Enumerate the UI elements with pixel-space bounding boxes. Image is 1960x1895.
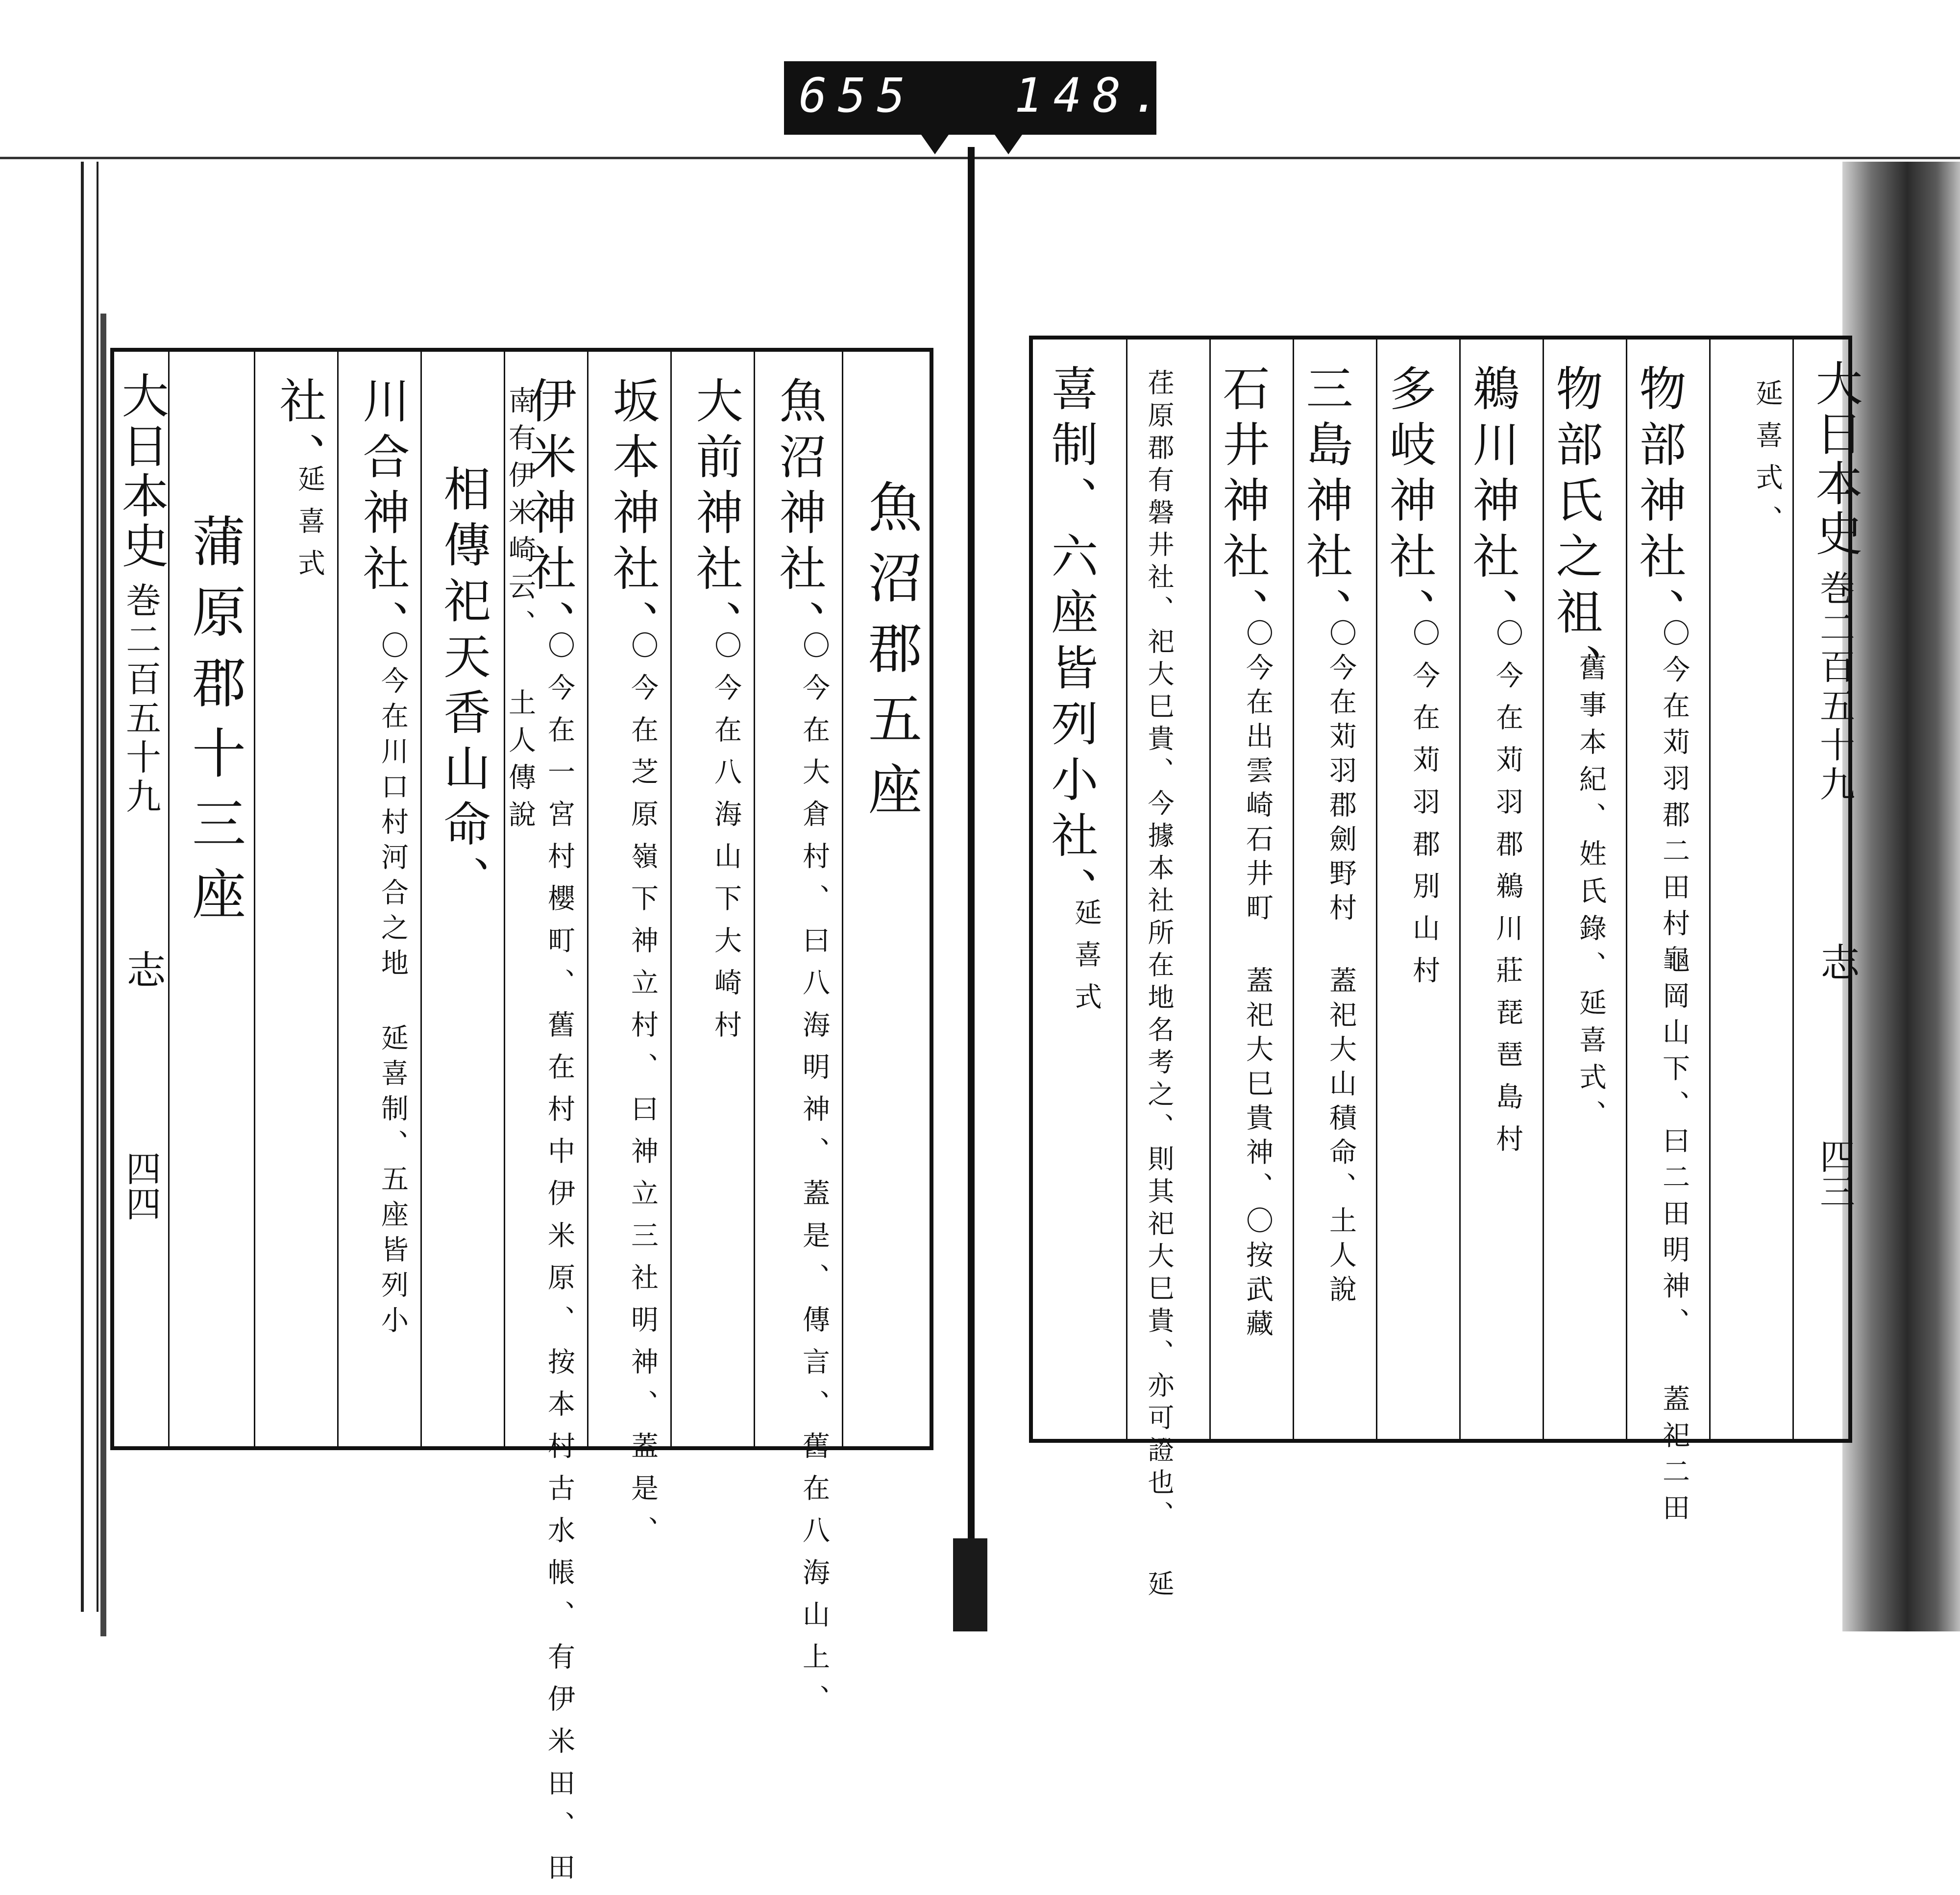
- col-note: 〇今在苅羽郡二田村龜岡山下、曰二田明神、 蓋祀二田: [1658, 619, 1690, 1530]
- left-page-edge-shadow: [100, 314, 106, 1636]
- col-note: 舊事本紀、姓氏錄、延喜式、: [1575, 653, 1607, 1137]
- col-main: 大前神社、: [688, 376, 743, 656]
- col-main: 石井神社、: [1215, 364, 1270, 643]
- col-note: 延喜式: [1070, 898, 1102, 1024]
- col-note: 〇今在苅羽郡鵜川莊琵琶島村: [1492, 619, 1523, 1166]
- col-main: 坂本神社、: [605, 376, 660, 656]
- right-page-frame: [1029, 336, 1863, 1602]
- left-page-edge: [81, 162, 98, 1612]
- catalog-number-left: 655: [799, 68, 916, 123]
- right-margin-folio: 四三: [1814, 1138, 1855, 1209]
- col-note: 延喜式: [294, 464, 325, 591]
- col-note: 〇今在川口村河合之地 延喜制、五座皆列小: [377, 631, 409, 1341]
- col-note: 延喜式、: [1751, 379, 1783, 547]
- right-margin-section: 志: [1814, 942, 1860, 981]
- col-main: 多岐神社、: [1382, 364, 1437, 643]
- col-note: 〇今在八海山下大崎村: [710, 631, 742, 1052]
- left-margin-volume: 巻二百五十九: [120, 582, 161, 817]
- col-note: 〇今在一宮村櫻町、舊在村中伊米原、按本村古水帳、有伊米田、田: [543, 631, 575, 1895]
- col-main: 喜制、六座皆列小社、: [1044, 364, 1099, 923]
- spine-foot: [953, 1538, 987, 1631]
- col-note: 〇今在出雲崎石井町 蓋祀大巳貴神、〇按武藏: [1242, 619, 1274, 1343]
- col-main: 三島神社、: [1298, 364, 1353, 643]
- col-main: 川合神社、: [355, 376, 410, 656]
- col-heading: 魚沼郡五座: [859, 479, 922, 832]
- left-margin-title: 大日本史: [114, 371, 169, 571]
- right-margin-volume: 巻二百五十九: [1814, 570, 1855, 805]
- tab-marker-left: [921, 135, 949, 154]
- col-heading: 蒲原郡十三座: [183, 513, 246, 937]
- col-main: 伊米神社、: [522, 376, 577, 656]
- catalog-number-label: [784, 61, 1171, 135]
- col-note: 〇今在大倉村、曰八海明神、蓋是、傳言、舊在八海山上、: [798, 631, 830, 1726]
- right-margin-title: 大日本史: [1808, 359, 1863, 559]
- col-note: 〇今在苅羽郡別山村: [1408, 619, 1440, 998]
- catalog-number-right: 148.: [1014, 68, 1171, 123]
- col-main: 相傳祀天香山命、: [436, 464, 491, 911]
- col-note: 〇今在芝原嶺下神立村、曰神立三社明神、蓋是、: [627, 631, 659, 1558]
- page-top-edge: [0, 157, 1960, 159]
- col-main: 社、: [272, 376, 327, 488]
- left-margin-section: 志: [120, 949, 166, 989]
- col-main: 物部氏之祖、: [1548, 364, 1603, 699]
- col-note: 荏原郡有磐井社、祀大巳貴、今據本社所在地名考之、則其祀大巳貴、亦可證也、 延: [1144, 369, 1175, 1602]
- col-note: 南有伊米崎云、 土人傳說: [504, 386, 536, 837]
- tab-marker-right: [995, 135, 1022, 154]
- col-note: 〇今在苅羽郡劍野村 蓋祀大山積命、土人說: [1325, 619, 1357, 1309]
- left-margin-folio: 四四: [120, 1150, 161, 1221]
- col-main: 魚沼神社、: [772, 376, 827, 656]
- book-spine: [968, 147, 975, 1627]
- left-page-frame: [110, 348, 933, 1895]
- col-main: 鵜川神社、: [1465, 364, 1520, 643]
- col-main: 物部神社、: [1632, 364, 1687, 643]
